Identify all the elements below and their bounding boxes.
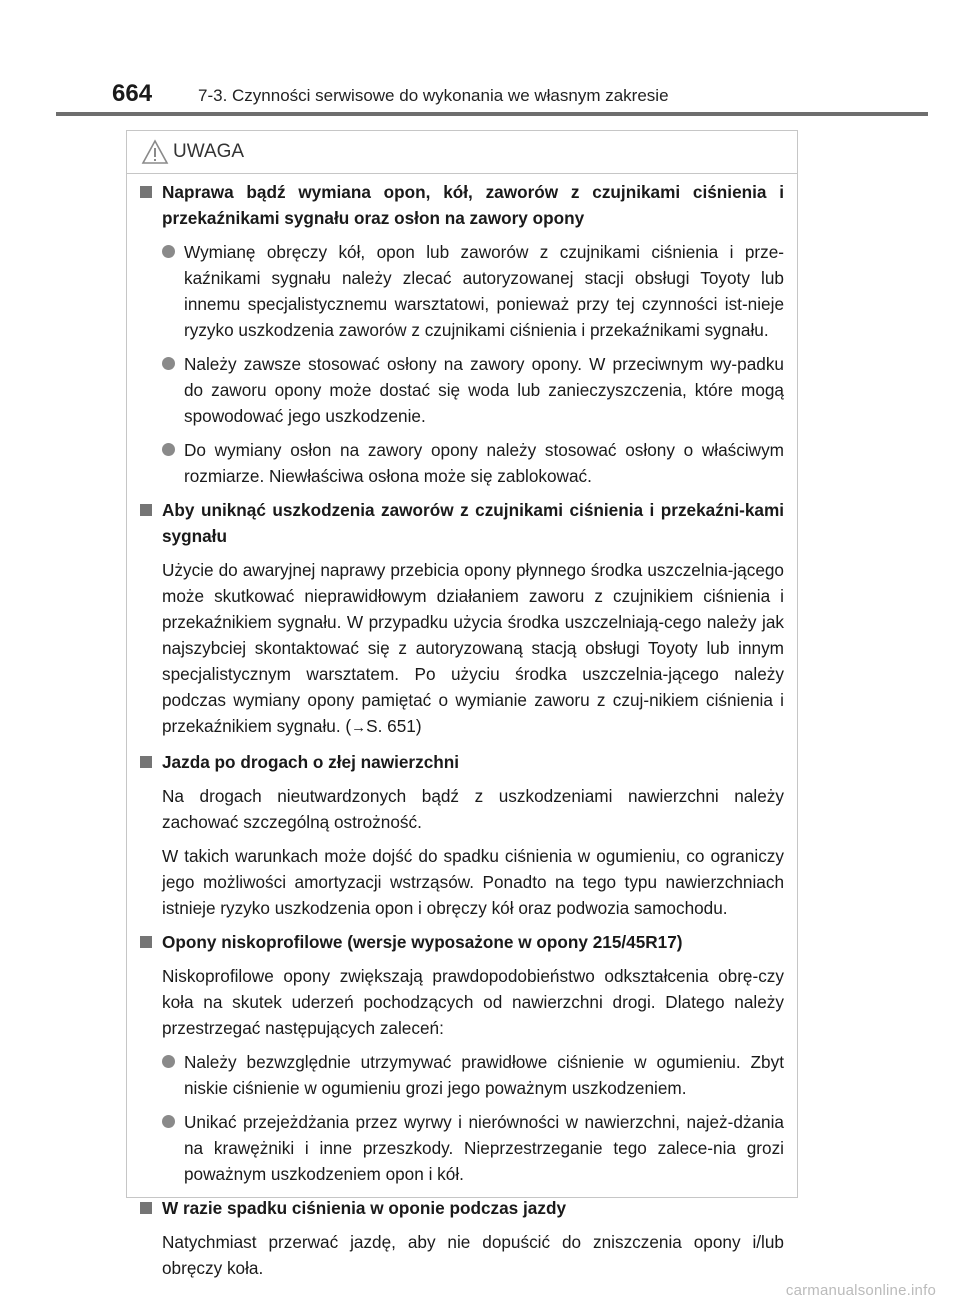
square-bullet-icon <box>140 749 162 775</box>
square-bullet-icon <box>140 497 162 549</box>
section-heading: Naprawa bądź wymiana opon, kół, zaworów z czujnikami ciśnienia i przekaźnikami sygnału oraz osłon na zawory opony <box>140 179 784 231</box>
page-number: 664 <box>112 80 153 107</box>
bullet-item: Do wymiany osłon na zawory opony należy stosować osłony o właściwym rozmiarze. Niewłaściwa osłona może się zablokować. <box>140 437 784 489</box>
section-paragraph: W takich warunkach może dojść do spadku ciśnienia w ogumieniu, co ograniczy jego możliwości amortyzacji wstrząsów. Ponadto na tego typu nawierzchniach istnieje ryzyko uszkodzenia opon i obręczy kół oraz podwozia samochodu. <box>162 846 784 918</box>
square-bullet-icon <box>140 179 162 231</box>
bullet-item: Unikać przejeżdżania przez wyrwy i nierówności w nawierzchni, najeż-dżania na krawężniki i inne przeszkody. Nieprzestrzeganie tego zalece-nia grozi poważnym uszkodzeniem opon i kół. <box>140 1109 784 1187</box>
bullet-item: Należy bezwzględnie utrzymywać prawidłowe ciśnienie w ogumieniu. Zbyt niskie ciśnienie w ogumieniu grozi jego poważnym uszkodzeniem. <box>140 1049 784 1101</box>
circle-bullet-icon <box>162 1049 184 1101</box>
section-heading: W razie spadku ciśnienia w oponie podczas jazdy <box>140 1195 784 1221</box>
warning-triangle-icon <box>141 139 169 165</box>
circle-bullet-icon <box>162 239 184 343</box>
section-title: 7-3. Czynności serwisowe do wykonania we własnym zakresie <box>198 86 669 105</box>
circle-bullet-icon <box>162 351 184 429</box>
header-rule <box>56 112 928 116</box>
section-paragraph: Użycie do awaryjnej naprawy przebicia opony płynnego środka uszczelnia-jącego może skutkować nieprawidłowym działaniem zaworu z czujnikiem ciśnienia i przekaźnikiem sygnału. W przypadku użycia środka uszczelniają-cego należy jak najszybciej skontaktować się z autoryzowaną stacją obsługi Toyoty lub innym specjalistycznym warsztatem. Po użyciu środka uszczelnia-jącego należy podczas wymiany opony pamiętać o wymianie zaworu z czuj-nikiem ciśnienia i przekaźnikiem sygnału. (→S. 651) <box>162 560 784 736</box>
square-bullet-icon <box>140 1195 162 1221</box>
bullet-item: Wymianę obręczy kół, opon lub zaworów z czujnikami ciśnienia i prze-kaźnikami sygnału należy zlecać autoryzowanej stacji obsługi Toyoty lub innemu specjalistycznemu warsztatowi, ponieważ przy tej czynności ist-nieje ryzyko uszkodzenia zaworów z czujnikami ciśnienia i przekaźnikami sygnału. <box>140 239 784 343</box>
warning-title: UWAGA <box>173 141 245 162</box>
arrow-icon: → <box>351 719 367 736</box>
section-paragraph: Niskoprofilowe opony zwiększają prawdopodobieństwo odkształcenia obrę-czy koła na skutek uderzeń pochodzących od nawierzchni drogi. Dlatego należy przestrzegać następujących zaleceń: <box>162 966 784 1038</box>
page-reference[interactable]: S. 651) <box>366 716 422 736</box>
section-heading: Opony niskoprofilowe (wersje wyposażone w opony 215/45R17) <box>140 929 784 955</box>
warning-box <box>126 130 798 1278</box>
page-header <box>112 80 669 108</box>
watermark: carmanualsonline.info <box>785 1282 936 1299</box>
circle-bullet-icon <box>162 1109 184 1187</box>
circle-bullet-icon <box>162 437 184 489</box>
section-heading: Aby uniknąć uszkodzenia zaworów z czujnikami ciśnienia i przekaźni-kami sygnału <box>140 497 784 549</box>
square-bullet-icon <box>140 929 162 955</box>
section-heading: Jazda po drogach o złej nawierzchni <box>140 749 784 775</box>
bullet-item: Należy zawsze stosować osłony na zawory opony. W przeciwnym wy-padku do zaworu opony może dostać się woda lub zanieczyszczenia, które mogą spowodować jego uszkodzenie. <box>140 351 784 429</box>
warning-content <box>140 179 784 1281</box>
warning-header <box>127 131 797 174</box>
section-paragraph: Na drogach nieutwardzonych bądź z uszkodzeniami nawierzchni należy zachować szczególną ostrożność. <box>162 786 784 832</box>
section-paragraph: Natychmiast przerwać jazdę, aby nie dopuścić do zniszczenia opony i/lub obręczy koła. <box>162 1232 784 1278</box>
